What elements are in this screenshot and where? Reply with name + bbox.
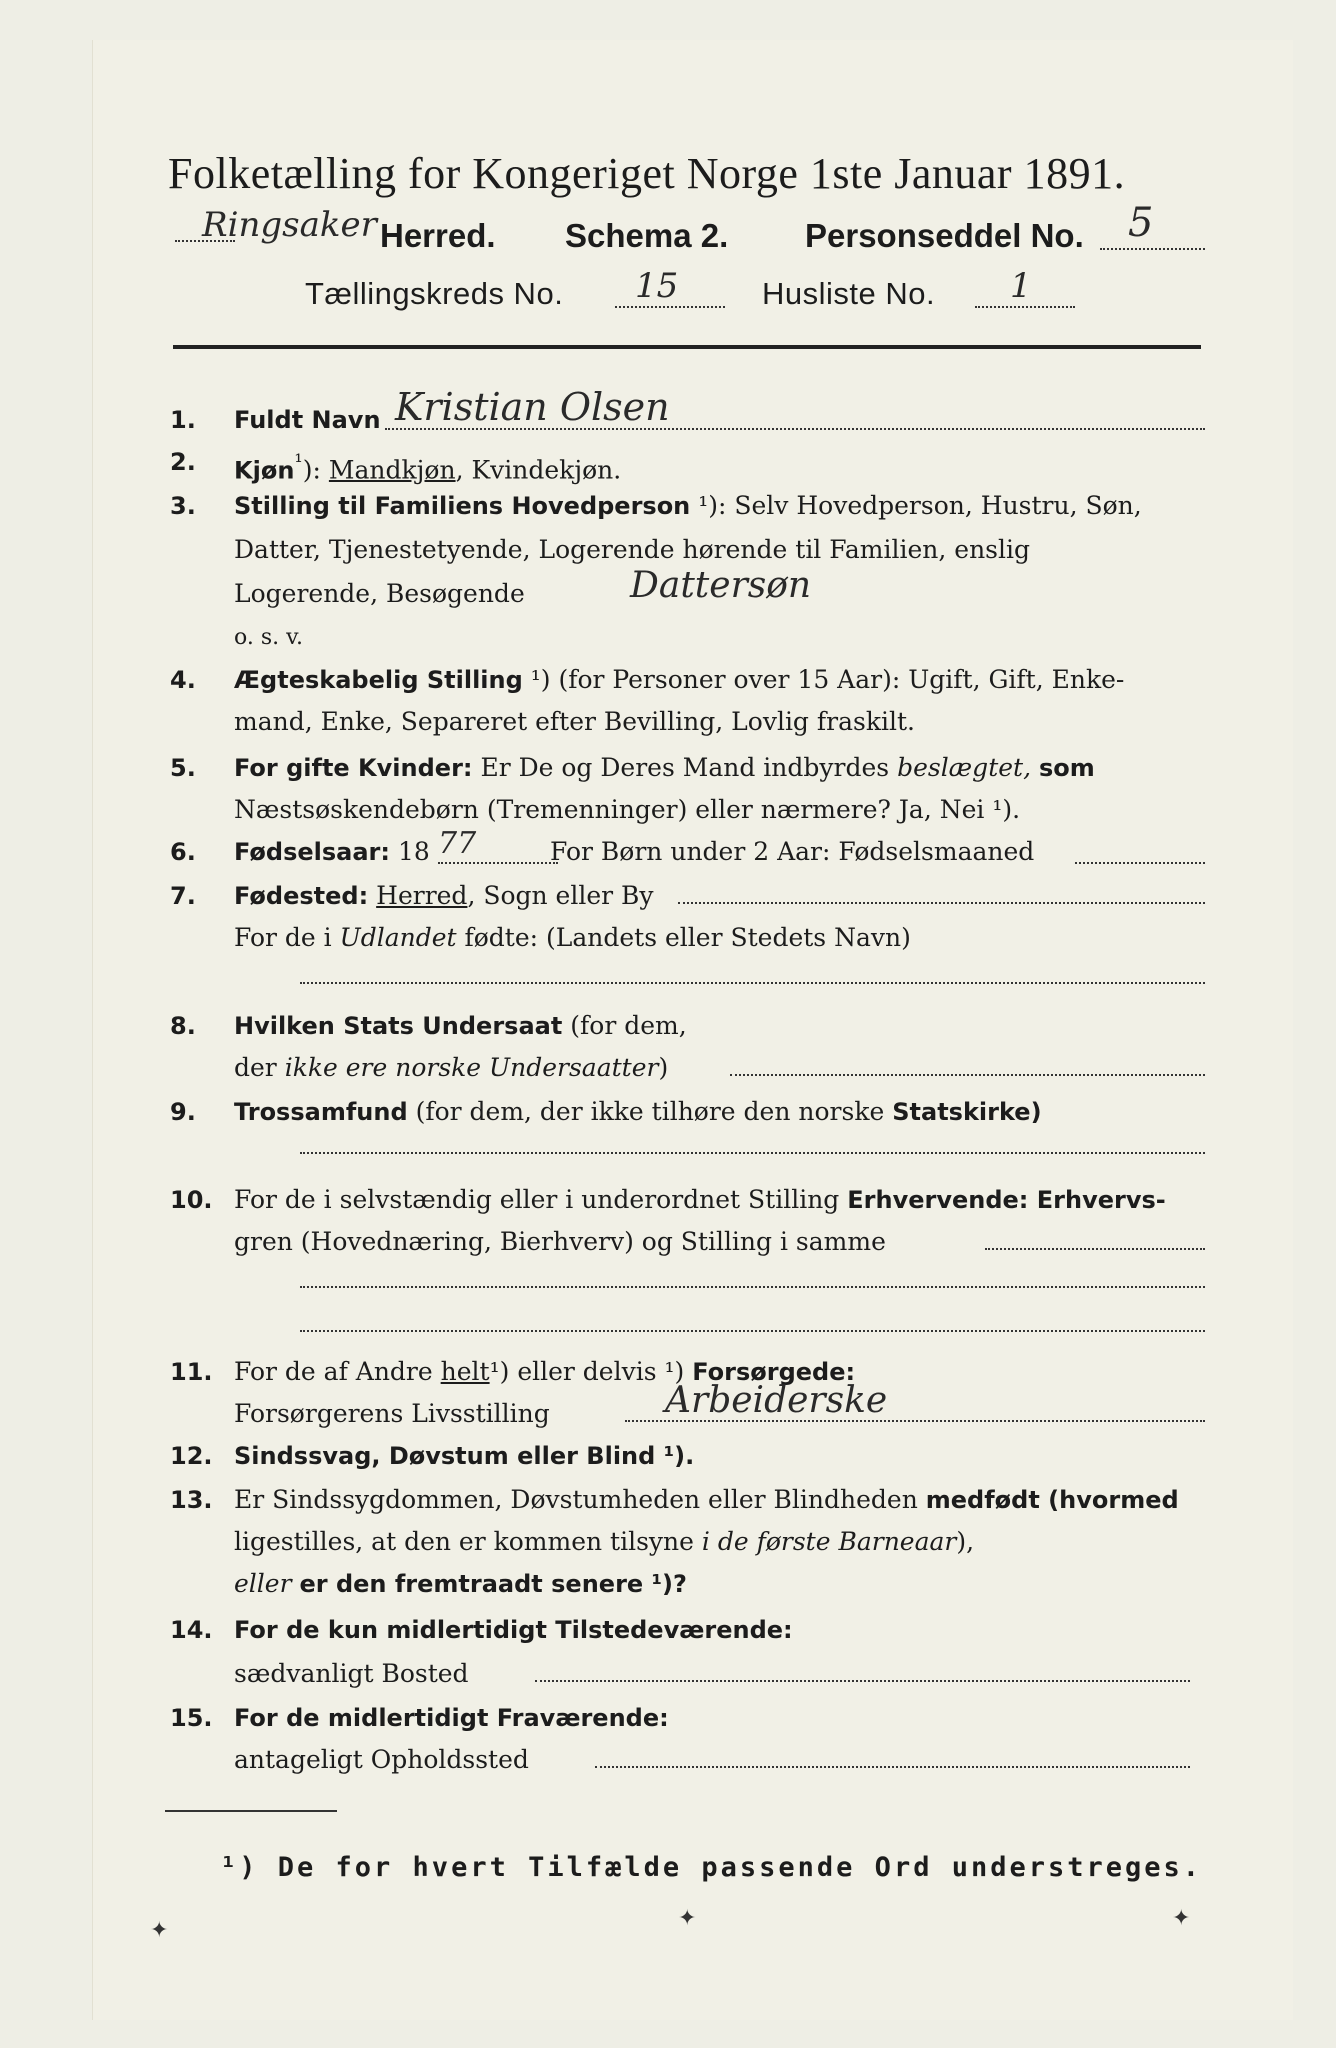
item-label: For de midlertidigt Fraværende: — [234, 1704, 669, 1732]
stilling-value: Dattersøn — [630, 565, 812, 606]
item-number: 9. — [170, 1098, 196, 1126]
item-number: 6. — [170, 838, 196, 866]
item-5-line1 — [234, 748, 1095, 788]
item-label: Fødselsaar: — [234, 838, 390, 866]
item-label: Ægteskabelig Stilling — [234, 666, 523, 694]
item-label: Fødested: — [234, 882, 369, 910]
item-number: 13. — [170, 1486, 213, 1514]
item-13-text — [234, 1564, 687, 1604]
dotted-line — [730, 1074, 1205, 1076]
item-text: Forsørgede: — [692, 1358, 856, 1386]
dotted-line — [985, 1248, 1205, 1250]
option-helt: helt — [440, 1357, 490, 1386]
herred-value: Ringsaker — [202, 205, 377, 245]
personseddel-label: Personseddel No. — [805, 217, 1084, 254]
husliste-label: Husliste No. — [762, 276, 936, 311]
item-7-text — [234, 918, 911, 958]
item-3-line1: Stilling til Familiens Hovedperson ¹): Selv Hovedperson, Hustru, Søn, — [234, 491, 1142, 520]
item-label: Stilling til Familiens Hovedperson — [234, 492, 691, 520]
separator: , — [455, 455, 464, 485]
item-number: 1. — [170, 406, 196, 434]
dotted-line — [535, 1680, 1190, 1682]
item-text: ), — [956, 1527, 975, 1556]
item-label: Kjøn — [234, 456, 295, 485]
herred-label: Herred. — [380, 217, 496, 254]
item-number: 10. — [170, 1186, 213, 1214]
dotted-line — [678, 902, 1205, 904]
schema-label: Schema 2. — [565, 217, 729, 254]
item-text: Logerende, Besøgende — [234, 579, 525, 608]
footnote: ¹) De for hvert Tilfælde passende Ord understreges. — [220, 1852, 1203, 1883]
item-number: 12. — [170, 1442, 213, 1470]
item-text: For Børn under 2 Aar: Fødselsmaaned — [550, 837, 1035, 866]
forsorger-value: Arbeiderske — [665, 1380, 888, 1421]
dotted-line — [300, 982, 1205, 984]
item-text: der — [234, 1053, 277, 1082]
item-label: Hvilken Stats Undersaat — [234, 1012, 563, 1040]
item-text: Selv Hovedperson, Hustru, Søn, — [734, 491, 1142, 520]
item-text: mand, Enke, Separeret efter Bevilling, Lovlig fraskilt. — [234, 707, 915, 736]
pin-mark-icon: ✦ — [150, 1918, 169, 1943]
item-text: eller — [234, 1569, 292, 1598]
kreds-value: 15 — [635, 266, 679, 306]
item-label: For de kun midlertidigt Tilstedeværende: — [234, 1616, 793, 1644]
item-text: som — [1038, 754, 1095, 782]
item-text: , Sogn eller By — [467, 881, 654, 910]
option-mandkjon: Mandkjøn — [328, 455, 456, 485]
item-10-line1 — [234, 1180, 1166, 1220]
kreds-label: Tællingskreds No. — [305, 276, 564, 311]
item-number: 3. — [170, 492, 196, 520]
dotted-line — [595, 1766, 1190, 1768]
item-text: ¹) eller delvis ¹) — [489, 1357, 685, 1386]
header-rule — [173, 345, 1201, 349]
item-text: Forsørgerens Livsstilling — [234, 1399, 550, 1428]
item-text: Næstsøskendebørn (Tremenninger) eller nærmere? Ja, Nei ¹). — [234, 795, 1021, 824]
item-text: er den fremtraadt senere ¹)? — [299, 1570, 687, 1598]
item-text: Udlandet — [339, 923, 457, 952]
item-text: ligestilles, at den er kommen tilsyne — [234, 1527, 694, 1556]
item-label: Fuldt Navn — [234, 406, 381, 434]
pin-mark-icon: ✦ — [678, 1906, 697, 1931]
item-9-line1 — [234, 1092, 1042, 1132]
item-text: Erhvervende: Erhvervs- — [847, 1186, 1166, 1214]
item-number: 7. — [170, 882, 196, 910]
item-text: gren (Hovednæring, Bierhverv) og Stilling i samme — [234, 1227, 886, 1256]
item-number: 8. — [170, 1012, 196, 1040]
item-text: Er Sindssygdommen, Døvstumheden eller Blindheden — [234, 1485, 918, 1514]
item-text: Statskirke) — [892, 1098, 1042, 1126]
item-8-line1 — [234, 1006, 687, 1046]
dotted-line — [300, 1286, 1205, 1288]
item-text: For de i — [234, 923, 332, 952]
item-text: i de første Barneaar — [701, 1527, 957, 1556]
item-text: antageligt Opholdssted — [234, 1745, 529, 1774]
item-2-text: Kjøn$^{^1}$): Mandkjøn, Kvindekjøn. — [234, 450, 622, 485]
item-label: For gifte Kvinder: — [234, 754, 473, 782]
footnote-ref: ¹ — [294, 450, 303, 474]
item-number: 4. — [170, 666, 196, 694]
birth-year-value: 77 — [438, 826, 477, 861]
item-number: 2. — [170, 448, 196, 476]
item-text: Er De og Deres Mand indbyrdes — [480, 753, 890, 782]
item-7-line1 — [234, 876, 654, 916]
item-label: Sindssvag, Døvstum eller Blind ¹). — [234, 1442, 695, 1470]
year-prefix: 18 — [397, 837, 430, 866]
dotted-line — [975, 306, 1075, 308]
item-13-line1 — [234, 1480, 1179, 1520]
item-number: 5. — [170, 754, 196, 782]
dotted-line — [1075, 862, 1205, 864]
item-text: For de i selvstændig eller i underordnet Stilling — [234, 1185, 840, 1214]
dotted-line — [1100, 248, 1205, 250]
dotted-line — [438, 862, 558, 864]
dotted-line — [300, 1152, 1205, 1154]
item-number: 14. — [170, 1616, 213, 1644]
pin-mark-icon: ✦ — [1172, 1906, 1191, 1931]
item-number: 11. — [170, 1358, 213, 1386]
item-text: ) — [658, 1053, 669, 1082]
husliste-value: 1 — [1010, 266, 1032, 306]
item-text: Datter, Tjenestetyende, Logerende hørende til Familien, enslig — [234, 535, 1031, 564]
item-text: o. s. v. — [234, 625, 303, 650]
dotted-line — [615, 306, 725, 308]
dotted-line — [300, 1330, 1205, 1332]
item-6-line — [234, 832, 430, 872]
item-8-text — [234, 1048, 668, 1088]
item-text: medfødt (hvormed — [925, 1486, 1179, 1514]
option-herred: Herred — [376, 881, 468, 910]
item-text: (for dem, der ikke tilhøre den norske — [415, 1097, 885, 1126]
option-kvindekjon: Kvindekjøn. — [471, 455, 622, 485]
item-label: Trossamfund — [234, 1098, 408, 1126]
item-number: 15. — [170, 1704, 213, 1732]
item-text: sædvanligt Bosted — [234, 1659, 469, 1688]
item-text: ikke ere norske Undersaatter — [284, 1053, 659, 1082]
item-text: (for dem, — [570, 1011, 687, 1040]
item-text: beslægtet, — [897, 753, 1032, 782]
full-name-value: Kristian Olsen — [395, 385, 670, 429]
footnote-rule — [165, 1810, 337, 1812]
personseddel-value: 5 — [1128, 200, 1154, 246]
item-text: (for Personer over 15 Aar): Ugift, Gift, Enke- — [558, 665, 1125, 694]
form-title: Folketælling for Kongeriget Norge 1ste Januar 1891. — [168, 149, 1126, 198]
item-text: fødte: (Landets eller Stedets Navn) — [464, 923, 911, 952]
item-text: For de af Andre — [234, 1357, 433, 1386]
item-4-line1: Ægteskabelig Stilling ¹) (for Personer over 15 Aar): Ugift, Gift, Enke- — [234, 665, 1125, 694]
item-13-text — [234, 1522, 974, 1562]
